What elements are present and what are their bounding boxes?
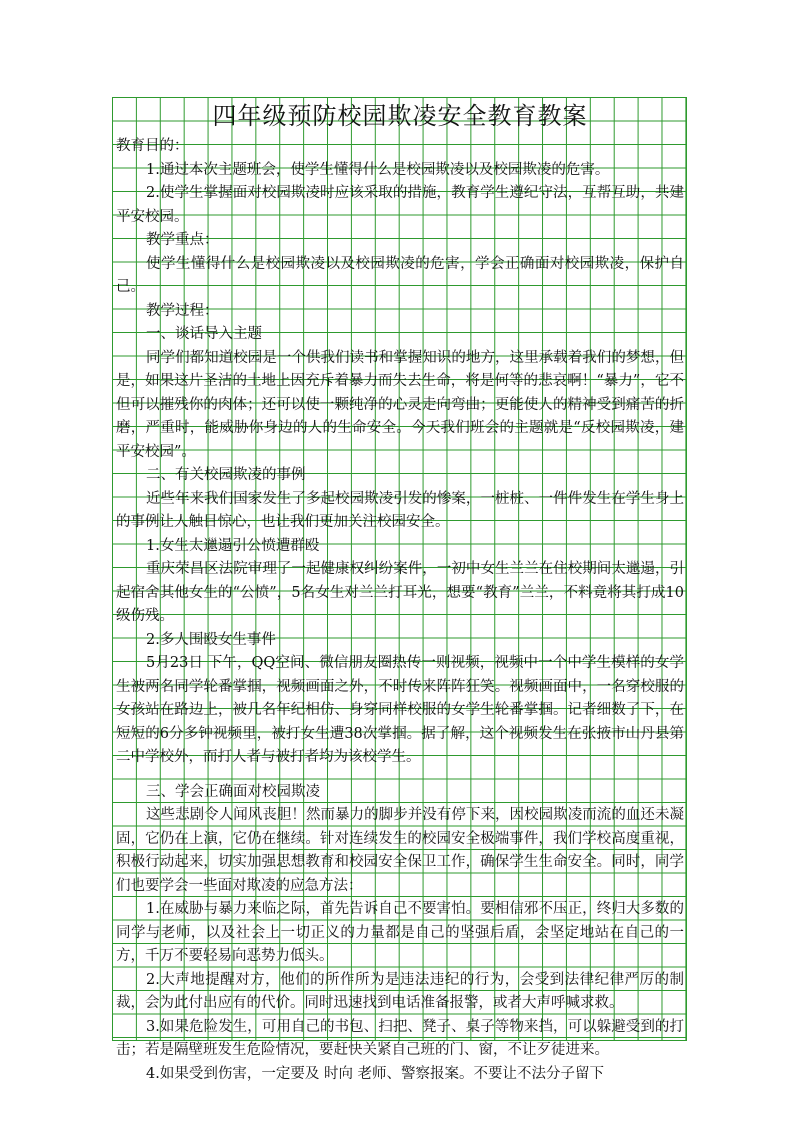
document-body	[116, 97, 684, 1086]
case-paragraph: 5月23日 下午，QQ空间、微信朋友圈热传一则视频，视频中一个中学生模样的女学生被两名同学轮番掌掴，视频画面之外，不时传来阵阵狂笑。视频画面中，一名穿校服的女孩站在路边上，被几名年纪相仿、身穿同样校服的女学生轮番掌掴。记者细数了下，在短短的6分多钟视频里，被打女生遭38次掌掴。据了解，这个视频发生在张掖市山丹县第二中学校外，而打人者与被打者均为该校学生。	[116, 655, 684, 765]
section-paragraph: 同学们都知道校园是一个供我们读书和掌握知识的地方，这里承载着我们的梦想，但是，如果这片圣洁的土地上因充斥着暴力而失去生命，将是何等的悲哀啊！“暴力”，它不但可以摧残你的肉体；还可以使一颗纯净的心灵走向弯曲；更能使人的精神受到痛苦的折磨，严重时，能威胁你身边的人的生命安全。今天我们班会的主题就是“反校园欺凌，建平安校园”。	[116, 349, 684, 460]
process-heading: 教学过程：	[146, 302, 219, 319]
method-item: 2.大声地提醒对方，他们的所作所为是违法违纪的行为，会受到法律纪律严厉的制裁，会为此付出应有的代价。同时迅速找到电话准备报警，或者大声呼喊求救。	[116, 971, 684, 1011]
method-item: 3.如果危险发生，可用自己的书包、扫把、凳子、桌子等物来挡，可以躲避受到的打击；若是隔壁班发生危险情况，要赶快关紧自己班的门、窗，不让歹徒进来。	[116, 1018, 684, 1058]
focus-text: 使学生懂得什么是校园欺凌以及校园欺凌的危害，学会正确面对校园欺凌，保护自己。	[116, 255, 684, 295]
objective-item: 1.通过本次主题班会，使学生懂得什么是校园欺凌以及校园欺凌的危害。	[146, 161, 610, 178]
objective-heading: 教育目的：	[116, 138, 189, 154]
section-heading: 三、学会正确面对校园欺凌	[146, 783, 320, 800]
section-paragraph: 近些年来我们国家发生了多起校园欺凌引发的惨案，一桩桩、一件件发生在学生身上的事例让人触目惊心，也让我们更加关注校园安全。	[116, 490, 684, 530]
paragraph-gap	[116, 770, 684, 781]
objective-item: 2.使学生掌握面对校园欺凌时应该采取的措施，教育学生遵纪守法，互帮互助，共建平安校园。	[116, 185, 684, 225]
section-paragraph: 这些悲剧令人闻风丧胆！然而暴力的脚步并没有停下来，因校园欺凌而流的血还未凝固，它仍在上演，它仍在继续。针对连续发生的校园安全极端事件，我们学校高度重视，积极行动起来，切实加强思想教育和校园安全保卫工作，确保学生生命安全。同时，同学们也要学会一些面对欺凌的应急方法：	[116, 807, 684, 894]
case-heading: 1.女生太邋遢引公愤遭群殴	[146, 537, 320, 554]
section-heading: 二、有关校园欺凌的事例	[146, 467, 306, 483]
focus-heading: 教学重点：	[146, 232, 219, 248]
case-heading: 2.多人围殴女生事件	[146, 631, 276, 648]
case-paragraph: 重庆荣昌区法院审理了一起健康权纠纷案件，一初中女生兰兰在住校期间太邋遢，引起宿舍其他女生的“公愤”，5名女生对兰兰打耳光，想要“教育”兰兰，不料竟将其打成10级伤残。	[116, 561, 684, 624]
method-item: 1.在威胁与暴力来临之际，首先告诉自己不要害怕。要相信邪不压正，终归大多数的同学与老师，以及社会上一切正义的力量都是自己的坚强后盾，会坚定地站在自己的一方，千万不要轻易向恶势力低头。	[116, 901, 684, 964]
section-heading: 一、谈话导入主题	[146, 326, 262, 342]
method-item: 4.如果受到伤害，一定要及 时向 老师、警察报案。不要让不法分子留下	[146, 1065, 605, 1082]
page-title: 四年级预防校园欺凌安全教育教案	[212, 102, 588, 130]
